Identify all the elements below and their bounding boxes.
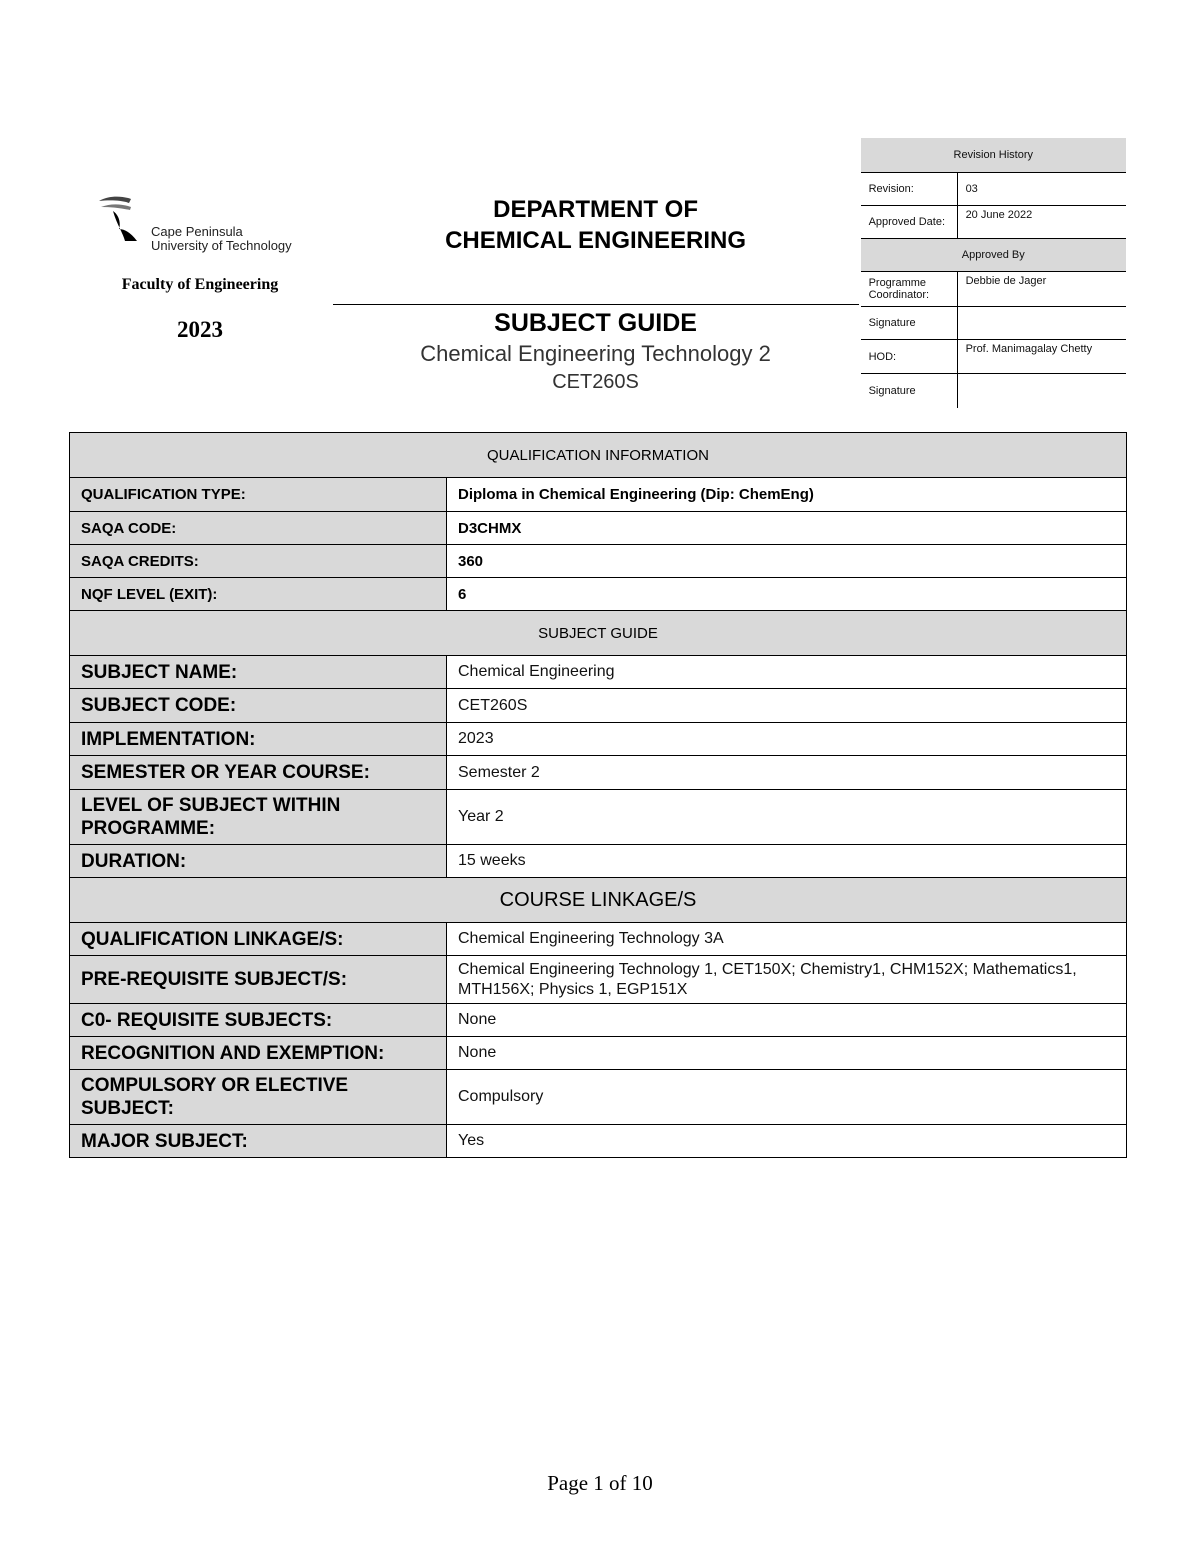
signature-label-2: Signature (861, 374, 958, 408)
saqa-code-label: SAQA CODE: (70, 512, 447, 545)
implementation-label: IMPLEMENTATION: (70, 723, 447, 756)
semester-value: Semester 2 (447, 756, 1127, 790)
subject-level-value: Year 2 (447, 790, 1127, 845)
saqa-credits-value: 360 (447, 545, 1127, 578)
signature-field-2 (957, 374, 1126, 408)
recognition-value: None (447, 1037, 1127, 1070)
implementation-value: 2023 (447, 723, 1127, 756)
prerequisite-label: PRE-REQUISITE SUBJECT/S: (70, 956, 447, 1004)
nqf-level-value: 6 (447, 578, 1127, 611)
compulsory-label: COMPULSORY OR ELECTIVE SUBJECT: (70, 1070, 447, 1125)
revision-cell (860, 137, 1127, 409)
cput-logo-icon (97, 195, 149, 243)
revision-history-heading: Revision History (861, 138, 1126, 172)
guide-year: 2023 (177, 317, 223, 342)
department-line1: DEPARTMENT OF (493, 196, 698, 223)
logo-text (151, 225, 292, 253)
revision-value: 03 (957, 172, 1126, 205)
approved-by-heading: Approved By (861, 239, 1126, 272)
signature-field-1 (957, 306, 1126, 339)
subject-code-label: SUBJECT CODE: (70, 689, 447, 723)
corequisite-label: C0- REQUISITE SUBJECTS: (70, 1004, 447, 1037)
hod-value: Prof. Manimagalay Chetty (957, 339, 1126, 373)
subject-code-value: CET260S (447, 689, 1127, 723)
duration-label: DURATION: (70, 845, 447, 878)
logo-org-line2: University of Technology (151, 238, 292, 253)
subject-guide-code: CET260S (552, 371, 639, 393)
hod-label: HOD: (861, 339, 958, 373)
qualification-type-value: Diploma in Chemical Engineering (Dip: ChemEng) (447, 478, 1127, 512)
nqf-level-label: NQF LEVEL (EXIT): (70, 578, 447, 611)
title-cell (332, 137, 860, 409)
faculty-name: Faculty of Engineering (121, 276, 279, 293)
compulsory-value: Compulsory (447, 1070, 1127, 1125)
department-line2: CHEMICAL ENGINEERING (445, 227, 747, 254)
revision-label: Revision: (861, 172, 958, 205)
subject-level-label: LEVEL OF SUBJECT WITHIN PROGRAMME: (70, 790, 447, 845)
saqa-code-value: D3CHMX (447, 512, 1127, 545)
coordinator-label: Programme Coordinator: (861, 272, 958, 306)
qualification-linkage-label: QUALIFICATION LINKAGE/S: (70, 923, 447, 956)
saqa-credits-label: SAQA CREDITS: (70, 545, 447, 578)
major-subject-label: MAJOR SUBJECT: (70, 1125, 447, 1158)
recognition-label: RECOGNITION AND EXEMPTION: (70, 1037, 447, 1070)
approved-date-value: 20 June 2022 (957, 205, 1126, 238)
prerequisite-value: Chemical Engineering Technology 1, CET150X; Chemistry1, CHM152X; Mathematics1, MTH156X; Physics 1, EGP151X (447, 956, 1127, 1004)
page-number: Page 1 of 10 (547, 1471, 653, 1495)
coordinator-value: Debbie de Jager (957, 272, 1126, 306)
logo-cell (69, 137, 332, 409)
corequisite-value: None (447, 1004, 1127, 1037)
revision-table (861, 138, 1126, 408)
course-linkage-heading: COURSE LINKAGE/S (70, 878, 1127, 923)
signature-label-1: Signature (861, 306, 958, 339)
qualification-table (69, 432, 1127, 1158)
subject-name-label: SUBJECT NAME: (70, 656, 447, 689)
qualification-linkage-value: Chemical Engineering Technology 3A (447, 923, 1127, 956)
semester-label: SEMESTER OR YEAR COURSE: (70, 756, 447, 790)
subject-guide-heading: SUBJECT GUIDE (70, 611, 1127, 656)
logo-org-line1: Cape Peninsula (151, 224, 243, 239)
duration-value: 15 weeks (447, 845, 1127, 878)
subject-guide-title: SUBJECT GUIDE (494, 309, 697, 337)
document-header (69, 137, 1127, 409)
qualification-heading: QUALIFICATION INFORMATION (70, 433, 1127, 478)
major-subject-value: Yes (447, 1125, 1127, 1158)
approved-date-label: Approved Date: (861, 205, 958, 238)
subject-guide-name: Chemical Engineering Technology 2 (420, 341, 771, 366)
qualification-type-label: QUALIFICATION TYPE: (70, 478, 447, 512)
department-block (333, 138, 859, 305)
subject-guide-block (333, 308, 859, 408)
subject-name-value: Chemical Engineering (447, 656, 1127, 689)
